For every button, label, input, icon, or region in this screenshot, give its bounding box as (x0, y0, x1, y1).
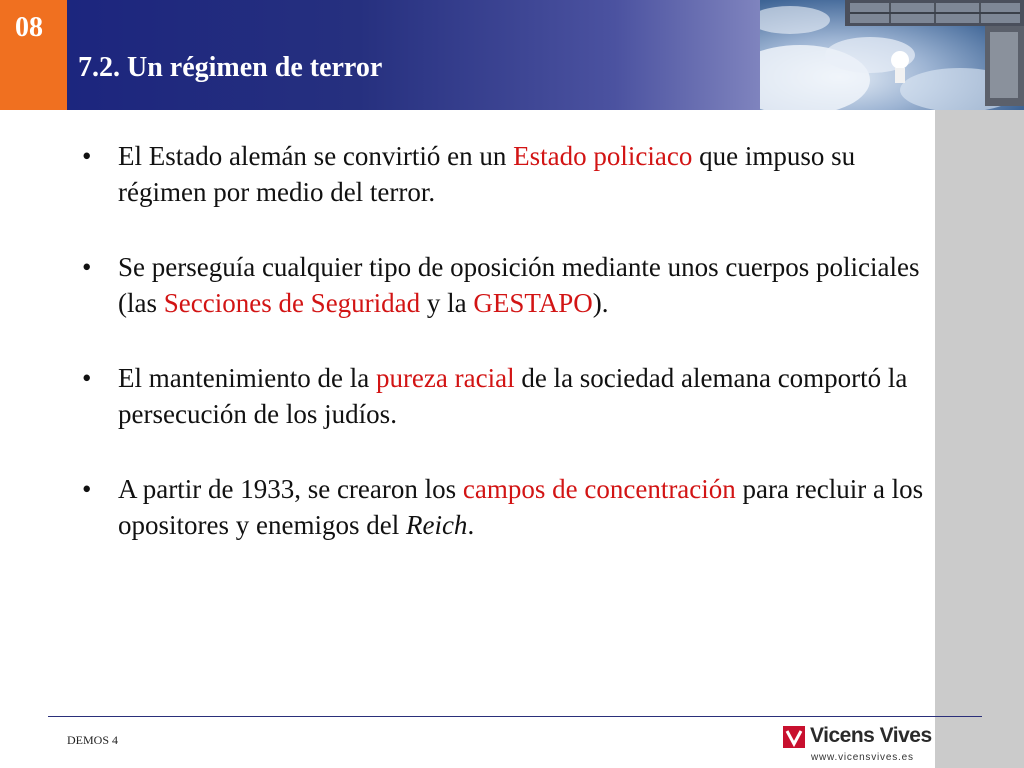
highlight-term: Estado policiaco (513, 141, 693, 171)
bullet-text: de la sociedad alemana comportó la persecución de los judíos. (118, 363, 908, 429)
bullet-text: que impuso su régimen por medio del terror. (118, 141, 856, 207)
slide-title: 7.2. Un régimen de terror (78, 52, 383, 83)
bullet-text: . (467, 510, 475, 540)
bullet-list (82, 138, 932, 582)
logo-url: www.vicensvives.es (811, 752, 914, 763)
chapter-badge (0, 0, 67, 110)
bullet-mark: • (82, 363, 92, 393)
bullet-item (82, 360, 932, 432)
bullet-text: ). (592, 288, 609, 318)
bullet-item (82, 138, 932, 210)
highlight-term: Secciones de Seguridad (163, 288, 421, 318)
bullet-mark: • (82, 252, 92, 282)
bullet-mark: • (82, 141, 92, 171)
footer-divider (48, 716, 982, 717)
chapter-number: 08 (15, 12, 43, 43)
highlight-term: GESTAPO (473, 288, 593, 318)
publisher-logo (783, 726, 933, 766)
bullet-item (82, 249, 932, 321)
satellite-photo-graphic (760, 0, 1024, 110)
vicens-vives-icon (783, 726, 805, 748)
bullet-text: A partir de 1933, se crearon los (118, 474, 463, 504)
highlight-term: pureza racial (375, 363, 515, 393)
logo-text: Vicens Vives (810, 724, 932, 747)
bullet-text: Reich (405, 510, 468, 540)
bullet-item (82, 471, 932, 543)
slide-header (0, 0, 1024, 110)
side-panel (935, 110, 1024, 768)
bullet-text: Se perseguía cualquier tipo de oposición mediante unos cuerpos policiales (las (118, 252, 920, 318)
bullet-text: y la (420, 288, 474, 318)
bullet-mark: • (82, 474, 92, 504)
bullet-text: para recluir a los opositores y enemigos del (118, 474, 924, 540)
bullet-text: El mantenimiento de la (118, 363, 376, 393)
satellite-photo (760, 0, 1024, 110)
bullet-text: El Estado alemán se convirtió en un (118, 141, 514, 171)
book-name: DEMOS 4 (67, 733, 119, 747)
highlight-term: campos de concentración (462, 474, 736, 504)
